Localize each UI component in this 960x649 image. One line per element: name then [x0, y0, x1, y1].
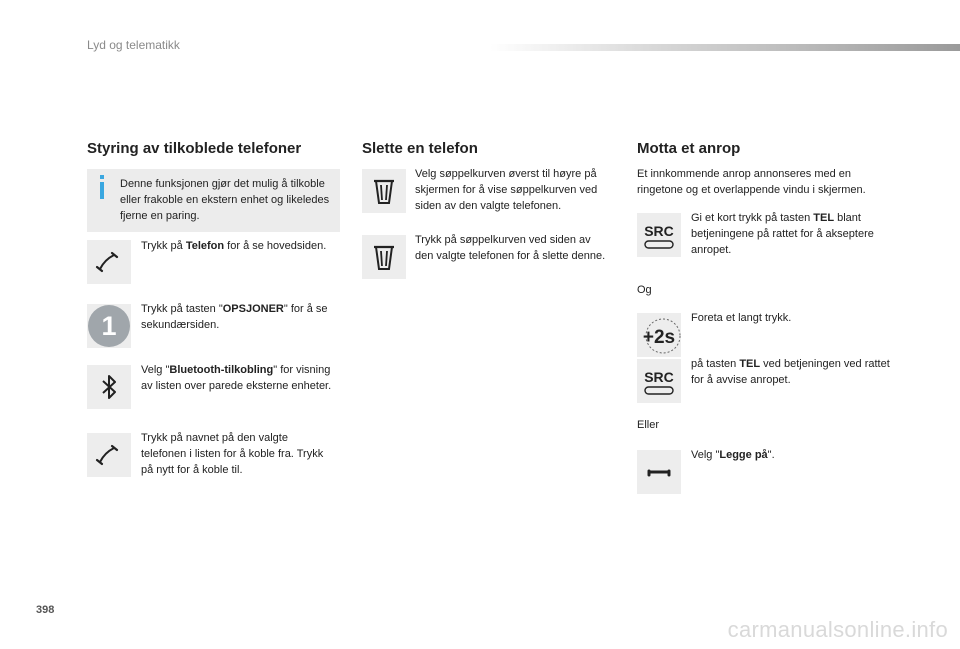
- svg-text:SRC: SRC: [644, 223, 674, 239]
- step-opsjoner-text: Trykk på tasten "OPSJONER" for å se sekundærsiden.: [141, 303, 328, 331]
- step-select-phone-text: Trykk på navnet på den valgte telefonen i listen for å koble fra. Trykk på nytt for å koble til.: [141, 432, 324, 476]
- step-bluetooth-text: Velg "Bluetooth-tilkobling" for visning av listen over parede eksterne enheter.: [141, 364, 332, 392]
- long-press-icon: [637, 313, 681, 357]
- page-number: 398: [36, 604, 55, 616]
- src-key-icon: [637, 359, 681, 403]
- step-long-press-text: Foreta et langt trykk.: [691, 312, 792, 324]
- bluetooth-icon: [87, 365, 131, 409]
- step-hang-up-text: Velg "Legge på".: [691, 449, 775, 461]
- step-number-badge: [87, 304, 131, 348]
- step-reject-text: på tasten TEL ved betjeningen ved rattet for å avvise anropet.: [691, 358, 890, 386]
- watermark: carmanualsonline.info: [727, 617, 948, 642]
- svg-text:+2s: +2s: [642, 327, 676, 348]
- info-icon: [97, 175, 107, 199]
- hang-up-icon: [637, 450, 681, 494]
- section-title-receive-call: Motta et anrop: [637, 140, 741, 157]
- chapter-title: Lyd og telematikk: [87, 38, 180, 52]
- info-box: [87, 169, 340, 232]
- section-title-delete-phone: Slette en telefon: [362, 140, 478, 157]
- step-select-trash-text: Velg søppelkurven øverst til høyre på skjermen for å vise søppelkurven ved siden av den valgte telefonen.: [415, 168, 598, 212]
- phone-icon: [87, 433, 131, 477]
- header-gradient-bar: [490, 44, 960, 51]
- trash-icon: [362, 169, 406, 213]
- step-telefon-text: Trykk på Telefon for å se hovedsiden.: [141, 240, 327, 252]
- phone-icon: [87, 240, 131, 284]
- src-key-icon: [637, 213, 681, 257]
- og-label: Og: [637, 284, 652, 296]
- info-text: Denne funksjonen gjør det mulig å tilkoble eller frakoble en ekstern enhet og likeledes fjerne en paring.: [120, 178, 330, 222]
- intro-text: Et innkommende anrop annonseres med en ringetone og et overlappende vindu i skjermen.: [637, 168, 866, 196]
- svg-text:1: 1: [101, 311, 117, 341]
- eller-label: Eller: [637, 419, 660, 431]
- svg-text:SRC: SRC: [644, 369, 674, 385]
- trash-icon: [362, 235, 406, 279]
- step-short-press-text: Gi et kort trykk på tasten TEL blant betjeningene på rattet for å akseptere anropet.: [691, 212, 874, 256]
- section-title-manage-phones: Styring av tilkoblede telefoner: [87, 140, 302, 157]
- step-delete-text: Trykk på søppelkurven ved siden av den valgte telefonen for å slette denne.: [415, 234, 606, 262]
